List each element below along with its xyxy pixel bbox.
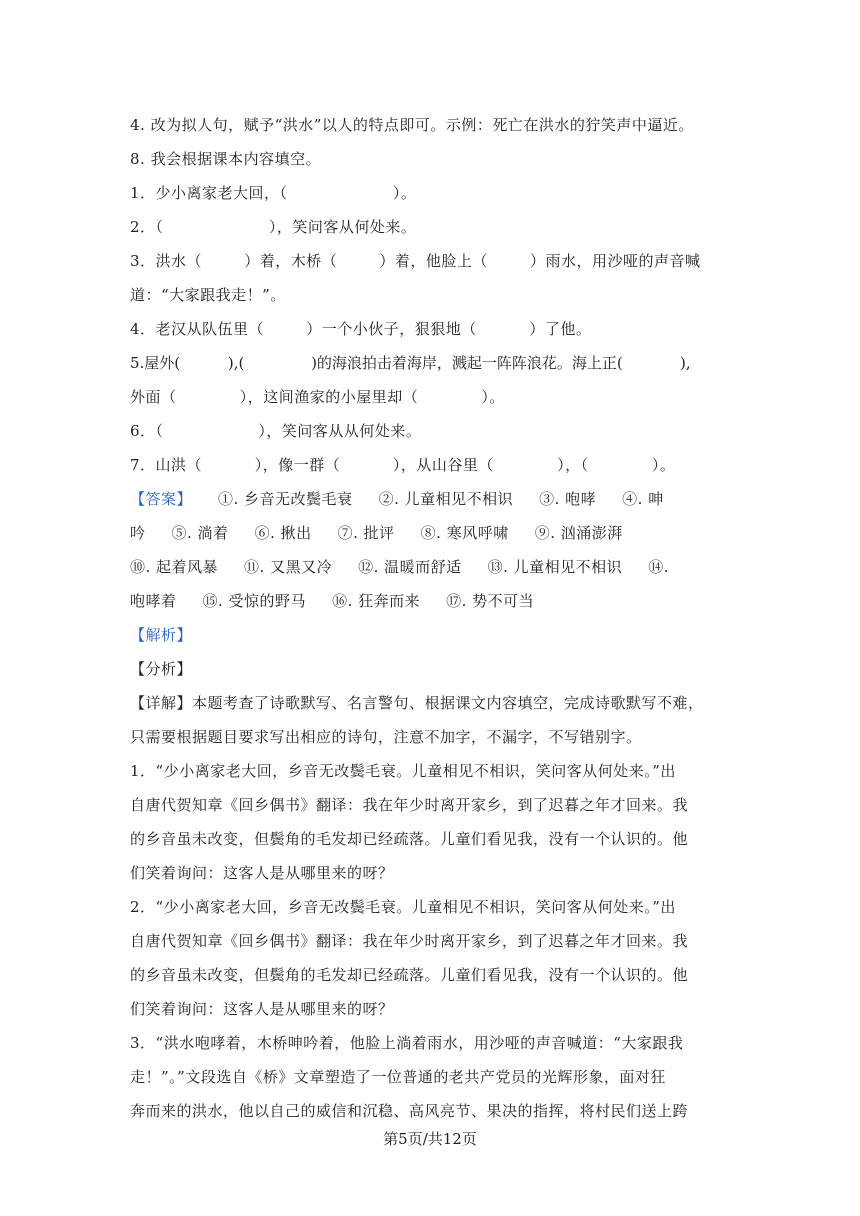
answer-item: ⑭.: [648, 558, 669, 576]
explain-line: 1．“少小离家老大回，乡音无改鬓毛衰。儿童相见不相识，笑问客从何处来。”出: [130, 762, 676, 780]
answer-item: ⑪. 又黑又冷: [244, 558, 333, 576]
explain-line: 们笑着询问：这客人是从哪里来的呀？: [130, 1000, 394, 1018]
explain-line: 自唐代贺知章《回乡偶书》翻译：我在年少时离开家乡，到了迟暮之年才回来。我: [130, 932, 689, 950]
answer-item: ⑦. 批评: [337, 524, 395, 542]
explain-line: 自唐代贺知章《回乡偶书》翻译：我在年少时离开家乡，到了迟暮之年才回来。我: [130, 796, 689, 814]
answer-item: ⑥. 揪出: [254, 524, 312, 542]
explain-line: 奔而来的洪水，他以自己的威信和沉稳、高风亮节、果决的指挥，将村民们送上跨: [130, 1102, 689, 1120]
detail-label: 【详解】: [130, 694, 193, 712]
answer-item: ⑤. 淌着: [171, 524, 229, 542]
answer-item: ⑮. 受惊的野马: [202, 592, 307, 610]
detail-text: 本题考查了诗歌默写、名言警句、根据课文内容填空，完成诗歌默写不难，: [192, 694, 704, 712]
answer-line: [130, 550, 745, 584]
question-line: 4. 改为拟人句，赋予“洪水”以人的特点即可。示例：死亡在洪水的狞笑声中逼近。: [130, 116, 694, 134]
question-line: 1．少小离家老大回，（ ）。: [130, 184, 417, 202]
detail-line: 只需要根据题目要求写出相应的诗句，注意不加字，不漏字，不写错别字。: [130, 728, 642, 746]
page-content: [130, 108, 745, 1128]
answer-item: ⑨. 汹涌澎湃: [534, 524, 623, 542]
question-line: 8. 我会根据课本内容填空。: [130, 150, 322, 168]
explain-line: 2．“少小离家老大回，乡音无改鬓毛衰。儿童相见不相识，笑问客从何处来。”出: [130, 898, 676, 916]
question-line: 4．老汉从队伍里（ ）一个小伙子，狠狠地（ ）了他。: [130, 320, 592, 338]
answer-item: ⑯. 狂奔而来: [332, 592, 421, 610]
page-footer: 第5页/共12页: [383, 1130, 477, 1148]
answer-item: ⑩. 起着风暴: [130, 558, 219, 576]
answer-line: [130, 516, 745, 550]
explain-line: 走！”。”文段选自《桥》文章塑造了一位普通的老共产党员的光辉形象，面对狂: [130, 1068, 666, 1086]
answer-item: ⑬. 儿童相见不相识: [487, 558, 623, 576]
answer-item: 吟: [130, 524, 146, 542]
answer-item: ⑰. 势不可当: [446, 592, 535, 610]
explain-line: 们笑着询问：这客人是从哪里来的呀？: [130, 864, 394, 882]
question-line: 5.屋外( ),( )的海浪拍击着海岸，溅起一阵阵浪花。海上正( ),: [130, 354, 691, 372]
question-line: 6．（ ），笑问客从从何处来。: [130, 422, 422, 440]
question-line: 7．山洪（ ），像一群（ ），从山谷里（ ），（ ）。: [130, 456, 676, 474]
question-line: 2．（ ），笑问客从何处来。: [130, 218, 417, 236]
question-line: 道：“大家跟我走！”。: [130, 286, 286, 304]
answer-item: ⑫. 温暖而舒适: [358, 558, 462, 576]
answer-item: ②. 儿童相见不相识: [378, 490, 514, 508]
question-line: 外面（ ），这间渔家的小屋里却（ ）。: [130, 388, 505, 406]
explain-line: 3．“洪水咆哮着，木桥呻吟着，他脸上淌着雨水，用沙哑的声音喊道：“大家跟我: [130, 1034, 684, 1052]
fenxi-label: 【分析】: [130, 660, 193, 678]
analysis-label: 【解析】: [130, 626, 193, 644]
question-line: 3．洪水（ ）着，木桥（ ）着，他脸上（ ）雨水，用沙哑的声音喊: [130, 252, 701, 270]
explain-line: 的乡音虽未改变，但鬓角的毛发却已经疏落。儿童们看见我，没有一个认识的。他: [130, 966, 689, 984]
answer-label: 【答案】: [130, 490, 193, 508]
answer-item: ④. 呻: [622, 490, 664, 508]
answer-line: [130, 584, 745, 618]
explain-line: 的乡音虽未改变，但鬓角的毛发却已经疏落。儿童们看见我，没有一个认识的。他: [130, 830, 689, 848]
answer-item: ①. 乡音无改鬓毛衰: [218, 490, 353, 508]
detail-line: [130, 686, 745, 720]
answer-item: ⑧. 寒风呼啸: [420, 524, 509, 542]
answer-item: 咆哮着: [130, 592, 177, 610]
answer-item: ③. 咆哮: [539, 490, 597, 508]
answer-line: [130, 482, 745, 516]
